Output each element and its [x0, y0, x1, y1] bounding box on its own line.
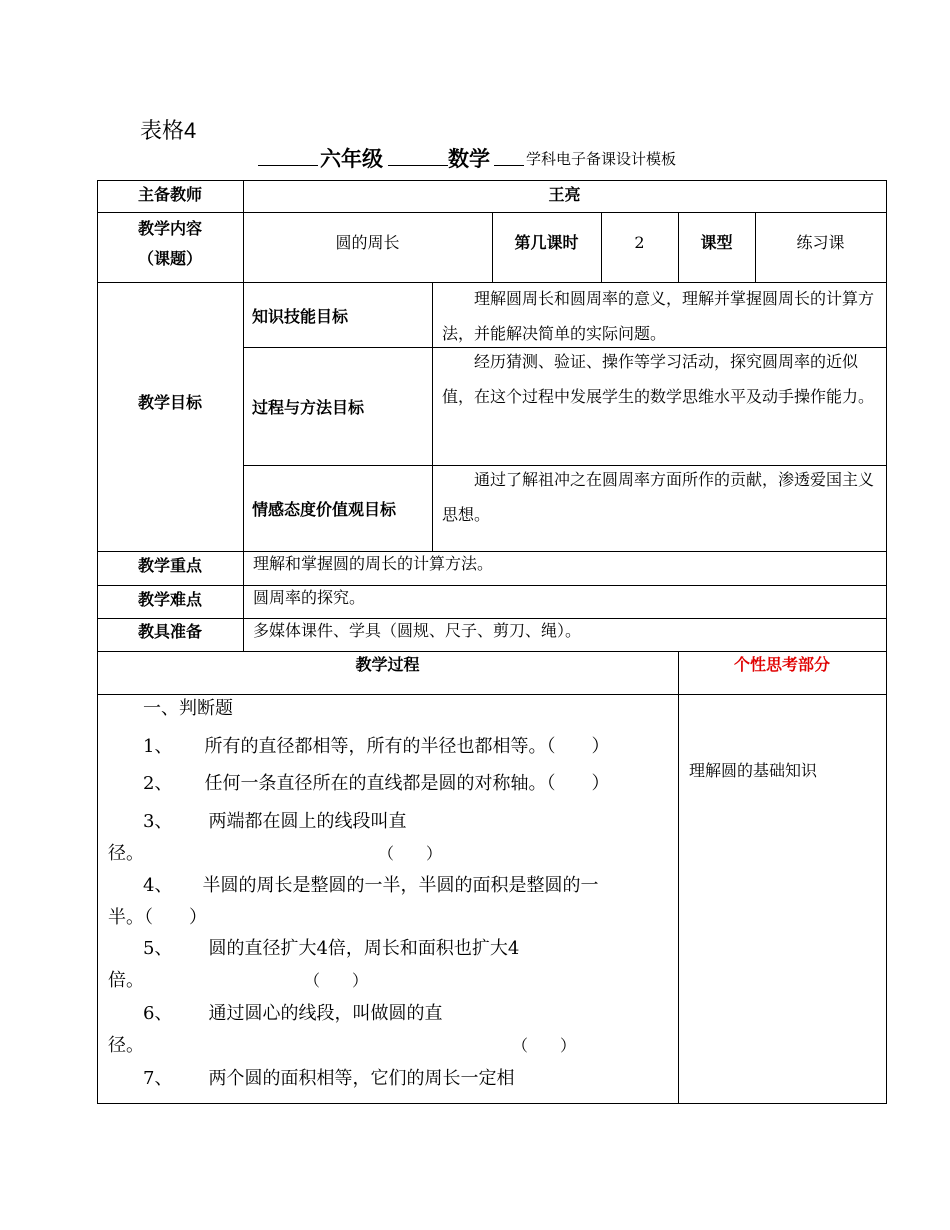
underline: [388, 165, 448, 166]
goal-text: 经历猜测、验证、操作等学习活动，探究圆周率的近似值，在这个过程中发展学生的数学思维水平及动手操作能力。: [442, 352, 875, 406]
type-label: 课型: [700, 233, 733, 252]
question-item: 5、 圆的直径扩大4倍，周长和面积也扩大4 倍。 （ ）: [108, 938, 520, 991]
underline: [494, 165, 524, 166]
content-label: 教学内容: [137, 219, 202, 238]
page-title: [258, 143, 698, 173]
reflection-label: 个性思考部分: [733, 655, 830, 674]
reflection-note: 理解圆的基础知识: [689, 761, 818, 780]
question-item: 2、 任何一条直径所在的直线都是圆的对称轴。（ ）: [143, 773, 610, 794]
process-label: 教学过程: [355, 655, 420, 674]
lesson-no: 2: [634, 233, 645, 252]
question-item: 4、 半圆的周长是整圆的一半，半圆的面积是整圆的一 半。（ ）: [108, 875, 599, 928]
main-teacher-label: 主备教师: [137, 185, 202, 204]
table-label: 表格4: [140, 118, 197, 143]
goals-label: 教学目标: [137, 393, 202, 412]
goal-text: 通过了解祖冲之在圆周率方面所作的贡献，渗透爱国主义思想。: [442, 470, 875, 524]
lesson-no-label: 第几课时: [514, 233, 579, 252]
grade: 六年级: [320, 147, 383, 171]
tools-label: 教具准备: [137, 622, 202, 641]
goal-label: 过程与方法目标: [252, 398, 365, 417]
main-teacher: 王亮: [548, 185, 581, 204]
difficulty: 圆周率的探究。: [253, 588, 366, 607]
key-label: 教学重点: [137, 556, 202, 575]
content-label-sub: （课题）: [137, 249, 202, 268]
difficulty-label: 教学难点: [137, 590, 202, 609]
underline: [258, 165, 318, 166]
topic: 圆的周长: [335, 233, 400, 252]
goal-label: 知识技能目标: [252, 307, 349, 326]
subject: 数学: [448, 147, 490, 171]
goal-label: 情感态度价值观目标: [252, 500, 397, 519]
question-item: 7、 两个圆的面积相等，它们的周长一定相: [143, 1068, 515, 1089]
lesson-type: 练习课: [796, 233, 845, 252]
section-title: 一、判断题: [143, 698, 233, 719]
key-point: 理解和掌握圆的周长的计算方法。: [253, 554, 494, 573]
subtitle: 学科电子备课设计模板: [526, 150, 677, 168]
question-item: 1、 所有的直径都相等，所有的半径也都相等。（ ）: [143, 736, 610, 757]
question-item: 6、 通过圆心的线段，叫做圆的直 径。 （ ）: [108, 1003, 577, 1056]
goal-text: 理解圆周长和圆周率的意义，理解并掌握圆周长的计算方法，并能解决简单的实际问题。: [442, 289, 875, 343]
question-item: 3、 两端都在圆上的线段叫直 径。 （ ）: [108, 811, 443, 864]
tools: 多媒体课件、学具（圆规、尺子、剪刀、绳）。: [253, 621, 582, 640]
